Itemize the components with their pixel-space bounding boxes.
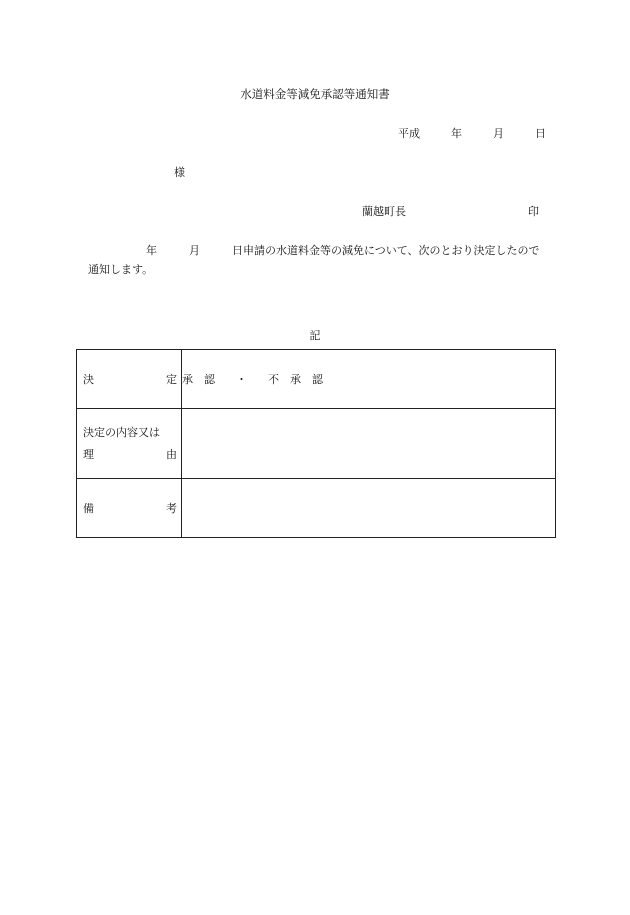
addressee-suffix: 様 [174, 166, 185, 179]
reason-label-a: 理 [83, 447, 94, 461]
date-year: 年 [451, 127, 462, 140]
reason-label-line2 [83, 444, 177, 466]
remarks-row [77, 479, 556, 538]
reason-row [77, 409, 556, 479]
seal-mark: 印 [528, 205, 539, 218]
decision-label [83, 371, 177, 387]
ki-heading: 記 [309, 329, 321, 342]
date-line [398, 125, 546, 141]
remarks-label [83, 500, 177, 516]
body-year: 年 [146, 244, 157, 257]
disapprove-option: 不 承 認 [268, 373, 323, 386]
body-month: 月 [189, 244, 200, 257]
decision-label-a: 決 [83, 373, 94, 386]
remarks-label-b: 考 [166, 502, 177, 515]
approve-option: 承 認 [182, 373, 215, 386]
decision-row [77, 350, 556, 409]
remarks-label-cell [77, 479, 182, 538]
decision-label-cell [77, 350, 182, 409]
remarks-value-cell [182, 479, 556, 538]
decision-value-cell [182, 350, 556, 409]
date-month: 月 [493, 127, 504, 140]
reason-value-cell [182, 409, 556, 479]
date-era: 平成 [398, 127, 420, 140]
issuer-name: 蘭越町長 [362, 205, 406, 218]
date-day: 日 [535, 127, 546, 140]
body-text: 日申請の水道料金等の減免について、次のとおり決定したので [232, 244, 540, 257]
reason-label-cell [77, 409, 182, 479]
body-line-1 [146, 242, 540, 258]
remarks-label-a: 備 [83, 502, 94, 515]
decision-label-b: 定 [166, 373, 177, 386]
reason-label-line1: 決定の内容又は [83, 425, 160, 439]
option-separator: ・ [236, 373, 247, 386]
document-title: 水道料金等減免承認等通知書 [240, 87, 390, 101]
decision-table [76, 349, 556, 538]
reason-label-b: 由 [166, 447, 177, 461]
body-line-2: 通知します。 [88, 263, 154, 276]
